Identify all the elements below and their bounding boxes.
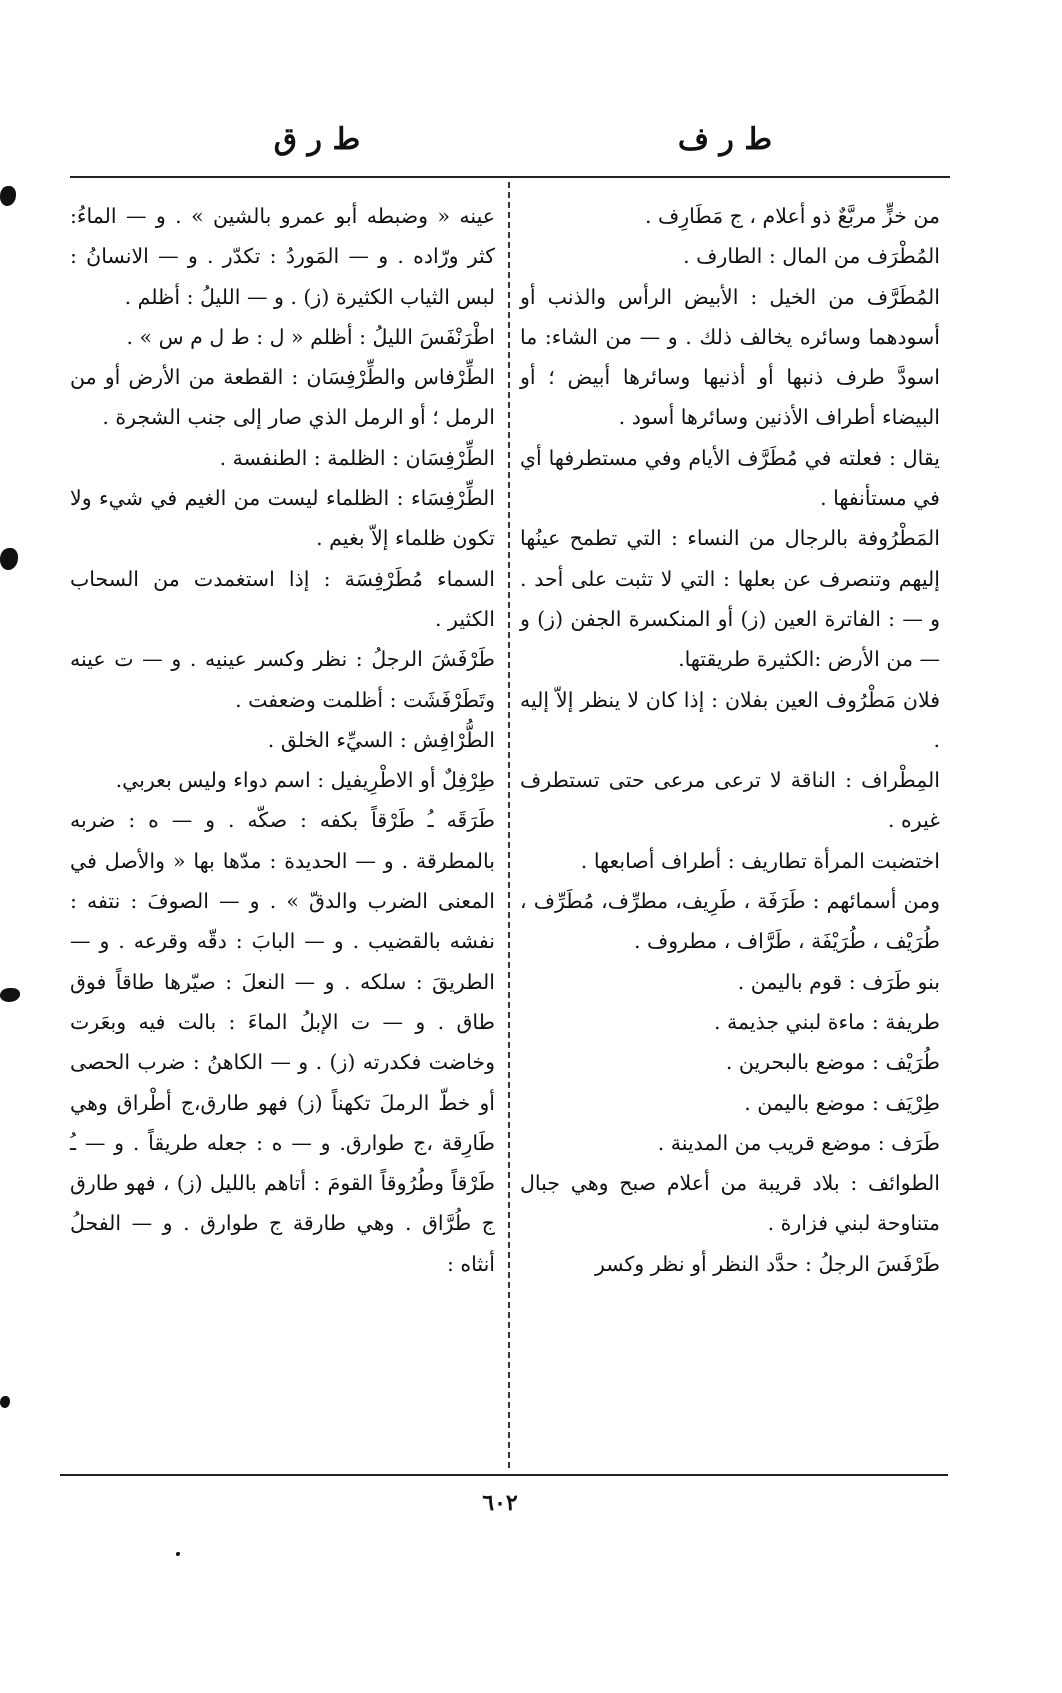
entry: السماء مُطَرْفِسَة : إذا استغمدت من السحاب الكثير .: [70, 566, 495, 631]
ink-blot: [0, 186, 16, 206]
entry: طَرَقَه ـُ طَرْقاً بكفه : صكّه . و — ه : ضربه بالمطرقة . و — الحديدة : مدّها بها « والأصل في المعنى الضرب والدقّ » . و — الصوفَ : نتفه : نفشه بالقضيب . و — البابَ : دقّه وقرعه . و — الطريقَ : سلكه . و — النعلَ : صيّرها طاقاً فوق طاق . و — ت الإبلُ الماءَ : بالت فيه وبعَرت وخاضت فكدرته (ز) . و — الكاهنُ : ضرب الحصى أو خطّ الرملَ تكهناً (ز) فهو طارق،ج أطْراق وهي طَارِقة ،ج طوارق. و — ه : جعله طريقاً . و — ـُ طَرْقاً وطُرُوقاً القومَ : أتاهم بالليل (ز) ، فهو طارق ج طُرَّاق . وهي طارقة ج طوارق . و — الفحلُ أنثاه :: [70, 808, 495, 1276]
entry: المِطْراف : الناقة لا ترعى مرعى حتى تستطرف غيره .: [520, 768, 940, 833]
right-column: [520, 196, 940, 1284]
entry: بنو طَرَف : قوم باليمن .: [737, 969, 940, 994]
entry: من خزٍّ مربَّعٌ ذو أعلام ، ج مَطَارِف .: [644, 204, 940, 228]
entry: الطِّرْفِسَان : الظلمة : الطنفسة .: [219, 445, 495, 470]
entry: طُرَيْف : موضع بالبحرين .: [725, 1050, 940, 1075]
entry: عينه « وضبطه أبو عمرو بالشين » . و — الماءُ: كثر ورّاده . و — المَوردُ : تكدّر . و — الانسانُ : لبس الثياب الكثيرة (ز) . و — الليلُ : أظلم .: [70, 204, 495, 309]
entry: طِرْيَف : موضع باليمن .: [744, 1090, 940, 1115]
entry: الطِّرْفاس والطِّرْفِسَان : القطعة من الأرض أو من الرمل ؛ أو الرمل الذي صار إلى جنب الشجرة .: [70, 365, 495, 430]
page-number: ٦٠٢: [482, 1490, 518, 1516]
entry: ومن أسمائهم : طَرَفَة ، طَرِيف، مطرِّف، مُطَرِّف ، طُرَيْف ، طُرَيْفَة ، طَرَّاف ، مطروف .: [520, 889, 940, 954]
entry: المَطْرُوفة بالرجال من النساء : التي تطمح عينُها إليهم وتنصرف عن بعلها : التي لا تثبت على أحد . و — : الفاترة العين (ز) أو المنكسرة الجفن (ز) و— من الأرض :الكثيرة طريقتها.: [520, 526, 940, 672]
left-column: [70, 196, 495, 1284]
entry: فلان مَطْرُوف العين بفلان : إذا كان لا ينظر إلاّ إليه .: [520, 687, 940, 752]
entry: طِرْفِلٌ أو الاطْرِيفيل : اسم دواء وليس بعربي.: [115, 768, 495, 793]
header-root-right: ط ر ف: [677, 122, 773, 157]
entry: الطِّرْفِسَاء : الظلماء ليست من الغيم في شيء ولا تكون ظلماء إلاّ بغيم .: [70, 486, 495, 551]
entry: طَرْفَسَ الرجلُ : حدَّد النظر أو نظر وكسر: [594, 1251, 940, 1276]
entry: طَرْفَشَ الرجلُ : نظر وكسر عينيه . و — ت عينه وتَطَرْفَشَت : أظلمت وضعفت .: [70, 647, 495, 712]
bottom-rule: [60, 1474, 948, 1476]
column-divider: [508, 182, 510, 1468]
ink-dot: [176, 1552, 180, 1556]
entry: طريفة : ماءة لبني جذيمة .: [714, 1009, 940, 1034]
header-root-left: ط ر ق: [273, 122, 361, 157]
entry: الطُّرْافِش : السيِّء الخلق .: [267, 727, 495, 752]
ink-blot: [0, 1396, 10, 1408]
entry: المُطَرَّف من الخيل : الأبيض الرأس والذنب أو أسودهما وسائره يخالف ذلك . و — من الشاء: ما اسودَّ طرف ذنبها أو أذنيها وسائرها أبيض ؛ أو البيضاء أطراف الأذنين وسائرها أسود .: [520, 284, 940, 430]
entry: يقال : فعلته في مُطَرَّف الأيام وفي مستطرفها أي في مستأنفها .: [520, 445, 940, 511]
entry: الطوائف : بلاد قريبة من أعلام صبح وهي جبال متناوحة لبني فزارة .: [520, 1171, 940, 1236]
ink-blot: [0, 548, 18, 570]
entry: اختضبت المرأة تطاريف : أطراف أصابعها .: [580, 848, 940, 873]
ink-blot: [0, 988, 20, 1002]
entry: اطْرَنْفَسَ الليلُ : أظلم « ل : ط ل م س » .: [126, 324, 495, 349]
top-rule: [70, 176, 950, 178]
entry: المُطْرَف من المال : الطارف .: [683, 244, 940, 269]
entry: طَرَف : موضع قريب من المدينة .: [657, 1130, 940, 1155]
